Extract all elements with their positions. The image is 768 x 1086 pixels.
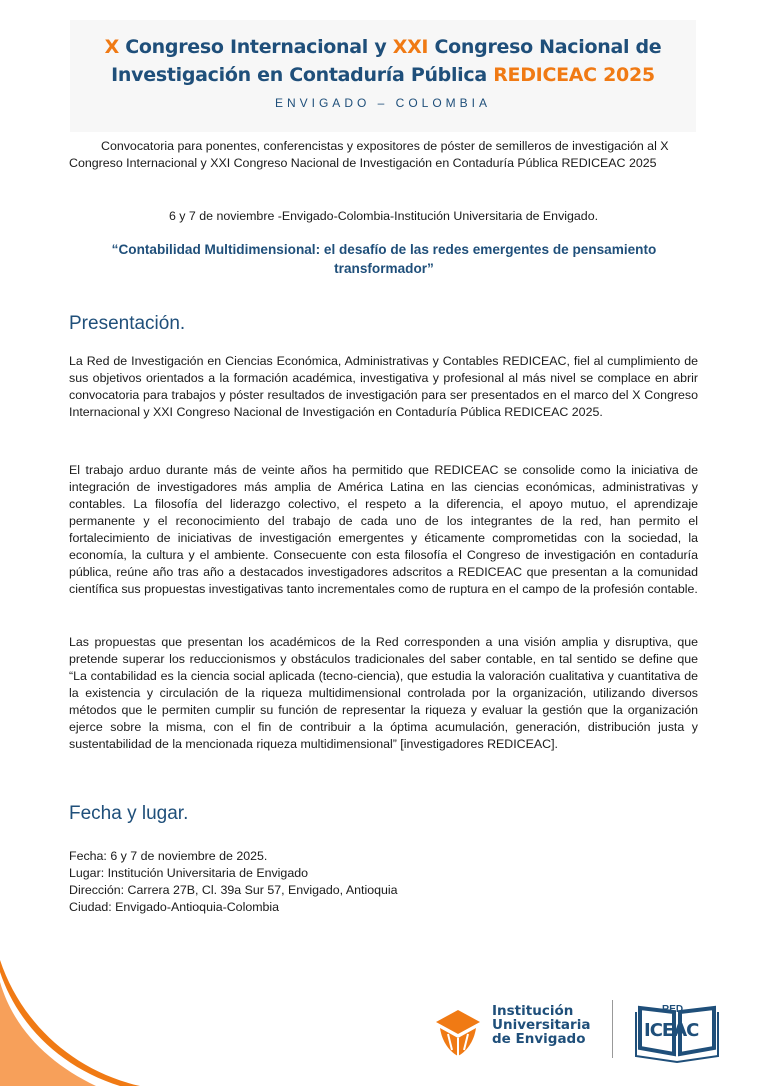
presentacion-paragraph-3: Las propuestas que presentan los académicos de la Red corresponden a una visión amplia y disruptiva, que pretende superar los reduccionismos y obstáculos tradicionales del saber contable, en tal sentido se define que “La contabilidad es la ciencia social aplicada (tecno-ciencia), que estudia la valoración cualitativa y cuantitativa de la existencia y circulación de la riqueza multidimensional controlada por la organización, utilizando diversos métodos que le permiten cumplir su función de representar la riqueza y evaluar la gestión que la organización ejerce sobre la misma, con el fin de contribuir a la óptima acumulación, generación, distribución justa y sustentabilidad de la mencionada riqueza multidimensional” [investigadores REDICEAC]. xyxy=(69,635,698,751)
event-info-block xyxy=(69,848,398,916)
lugar-line: Lugar: Institución Universitaria de Envigado xyxy=(69,866,308,880)
event-dates-line: 6 y 7 de noviembre -Envigado-Colombia-Institución Universitaria de Envigado. xyxy=(168,209,599,223)
red-label: RED xyxy=(662,1004,684,1015)
direccion-line: Dirección: Carrera 27B, Cl. 39a Sur 57, Envigado, Antioquia xyxy=(69,883,398,897)
fecha-lugar-heading: Fecha y lugar. xyxy=(69,803,189,824)
decorative-swoosh xyxy=(0,960,140,1086)
header-title-line1: X Congreso Internacional y XXI Congreso Nacional de xyxy=(104,36,662,58)
ciudad-line: Ciudad: Envigado-Antioquia-Colombia xyxy=(69,900,280,914)
iue-logo xyxy=(430,998,600,1064)
iue-emblem-icon xyxy=(430,1002,486,1058)
header-subtitle: ENVIGADO – COLOMBIA xyxy=(274,96,492,110)
iceac-label: ICEAC xyxy=(644,1020,699,1041)
presentacion-paragraph-1: La Red de Investigación en Ciencias Económica, Administrativas y Contables REDICEAC, fiel al cumplimiento de sus objetivos orientados a la formación académica, investigativa y profesional al más nivel se complace en abrir convocatoria para trabajos y póster resultados de investigación para ser presentados en el marco del X Congreso Internacional y XXI Congreso Nacional de Investigación en Contaduría Pública REDICEAC 2025. xyxy=(69,354,698,419)
rediceac-logo xyxy=(634,998,724,1064)
presentacion-paragraph-2: El trabajo arduo durante más de veinte años ha permitido que REDICEAC se consolide como la iniciativa de integración de investigadores más amplia de América Latina en las ciencias económicas, administrativas y contables. La filosofía del liderazgo colectivo, el respeto a la diferencia, el apoyo mutuo, el aprendizaje permanente y el reconocimiento del trabajo de cada uno de los integrantes de la red, han permito el fortalecimiento de iniciativas de investigación emergentes y éticamente comprometidas con la sociedad, la economía, la cultura y el ambiente. Consecuente con esta filosofía el Congreso de investigación en contaduría pública, reúne año tras año a destacados investigadores adscritos a REDICEAC que presentan a la comunidad científica sus propuestas investigativas tanto incrementales como de ruptura en el campo de la profesión contable. xyxy=(69,463,698,596)
logo-divider xyxy=(612,1000,613,1058)
event-slogan: “Contabilidad Multidimensional: el desafío de las redes emergentes de pensamiento transformador” xyxy=(111,242,657,276)
iue-logo-text: Institución Universitaria de Envigado xyxy=(492,1003,591,1047)
presentacion-heading: Presentación. xyxy=(69,313,186,334)
fecha-line: Fecha: 6 y 7 de noviembre de 2025. xyxy=(69,849,268,863)
header-banner xyxy=(70,20,696,132)
header-title-line2: Investigación en Contaduría Pública REDICEAC 2025 xyxy=(111,64,655,86)
intro-paragraph: Convocatoria para ponentes, conferencistas y expositores de póster de semilleros de investigación al X Congreso Internacional y XXI Congreso Nacional de Investigación en Contaduría Pública REDICEAC 2025 xyxy=(69,139,669,170)
